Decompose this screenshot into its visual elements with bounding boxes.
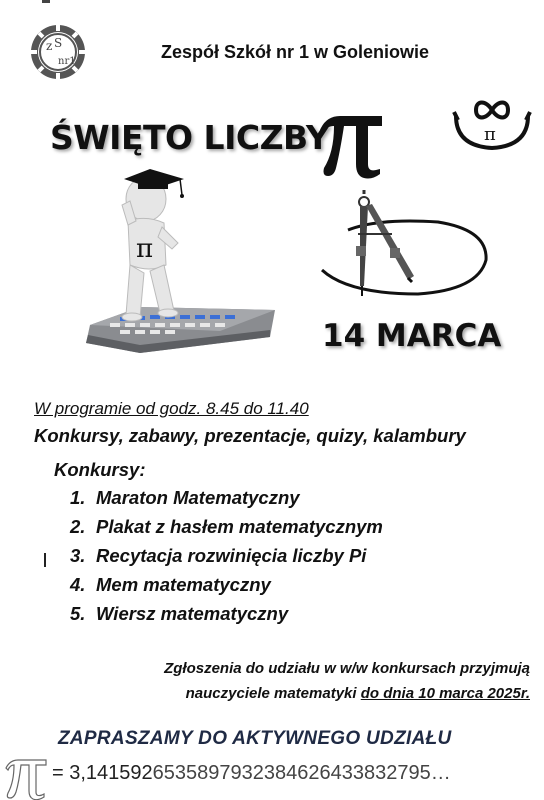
list-item-number: 4. bbox=[70, 574, 86, 595]
list-item-number: 3. bbox=[70, 545, 86, 566]
invitation-text: ZAPRASZAMY DO AKTYWNEGO UDZIAŁU bbox=[58, 728, 452, 749]
registration-line-2 bbox=[70, 681, 530, 706]
registration-deadline: do dnia 10 marca 2025r. bbox=[360, 685, 530, 702]
figure-on-calculator-illustration bbox=[80, 165, 280, 365]
list-item-label: Recytacja rozwinięcia liczby Pi bbox=[96, 545, 367, 566]
pi-digits bbox=[52, 762, 451, 785]
list-item-label: Wiersz matematyczny bbox=[96, 603, 289, 624]
schedule-text: W programie od godz. 8.45 do 11.40 bbox=[34, 399, 309, 418]
registration-note bbox=[70, 656, 530, 706]
svg-text:nr1: nr1 bbox=[58, 56, 76, 67]
event-date: 14 MARCA bbox=[322, 318, 502, 354]
infinity-pi-smiley-icon bbox=[452, 98, 532, 154]
list-item bbox=[70, 603, 383, 632]
school-logo-icon bbox=[30, 24, 86, 80]
list-item bbox=[70, 574, 383, 603]
contests-list bbox=[70, 487, 383, 632]
contests-heading: Konkursy: bbox=[54, 459, 146, 480]
text-cursor-mark bbox=[44, 553, 46, 567]
list-item-number: 2. bbox=[70, 516, 86, 537]
list-item-label: Plakat z hasłem matematycznym bbox=[96, 516, 383, 537]
smiley-pi-label: π bbox=[484, 124, 496, 145]
list-item bbox=[70, 487, 383, 516]
pi-digits-rest: 65358979323846264338327​95… bbox=[152, 762, 451, 784]
list-item-label: Maraton Matematyczny bbox=[96, 487, 300, 508]
top-edge-mark bbox=[42, 0, 50, 3]
list-item-label: Mem matematyczny bbox=[96, 574, 271, 595]
registration-line-1: Zgłoszenia do udziału w w/w konkursach przyjmują bbox=[164, 660, 530, 677]
pi-digits-prefix: = 3,141592 bbox=[52, 762, 153, 784]
footer-pi-icon bbox=[4, 756, 48, 800]
activities-text: Konkursy, zabawy, prezentacje, quizy, kalambury bbox=[34, 425, 466, 446]
event-title: ŚWIĘTO LICZBY bbox=[50, 118, 330, 157]
svg-text:z: z bbox=[46, 39, 53, 53]
svg-text:S: S bbox=[54, 36, 63, 50]
shirt-pi-label: π bbox=[136, 234, 154, 264]
compass-drawing-icon bbox=[318, 190, 498, 305]
list-item bbox=[70, 545, 383, 574]
list-item-number: 1. bbox=[70, 487, 86, 508]
registration-line-2-prefix: nauczyciele matematyki bbox=[185, 685, 357, 702]
list-item bbox=[70, 516, 383, 545]
school-name: Zespół Szkół nr 1 w Goleniowie bbox=[160, 42, 430, 62]
pi-symbol-icon bbox=[316, 108, 386, 180]
list-item-number: 5. bbox=[70, 603, 86, 624]
